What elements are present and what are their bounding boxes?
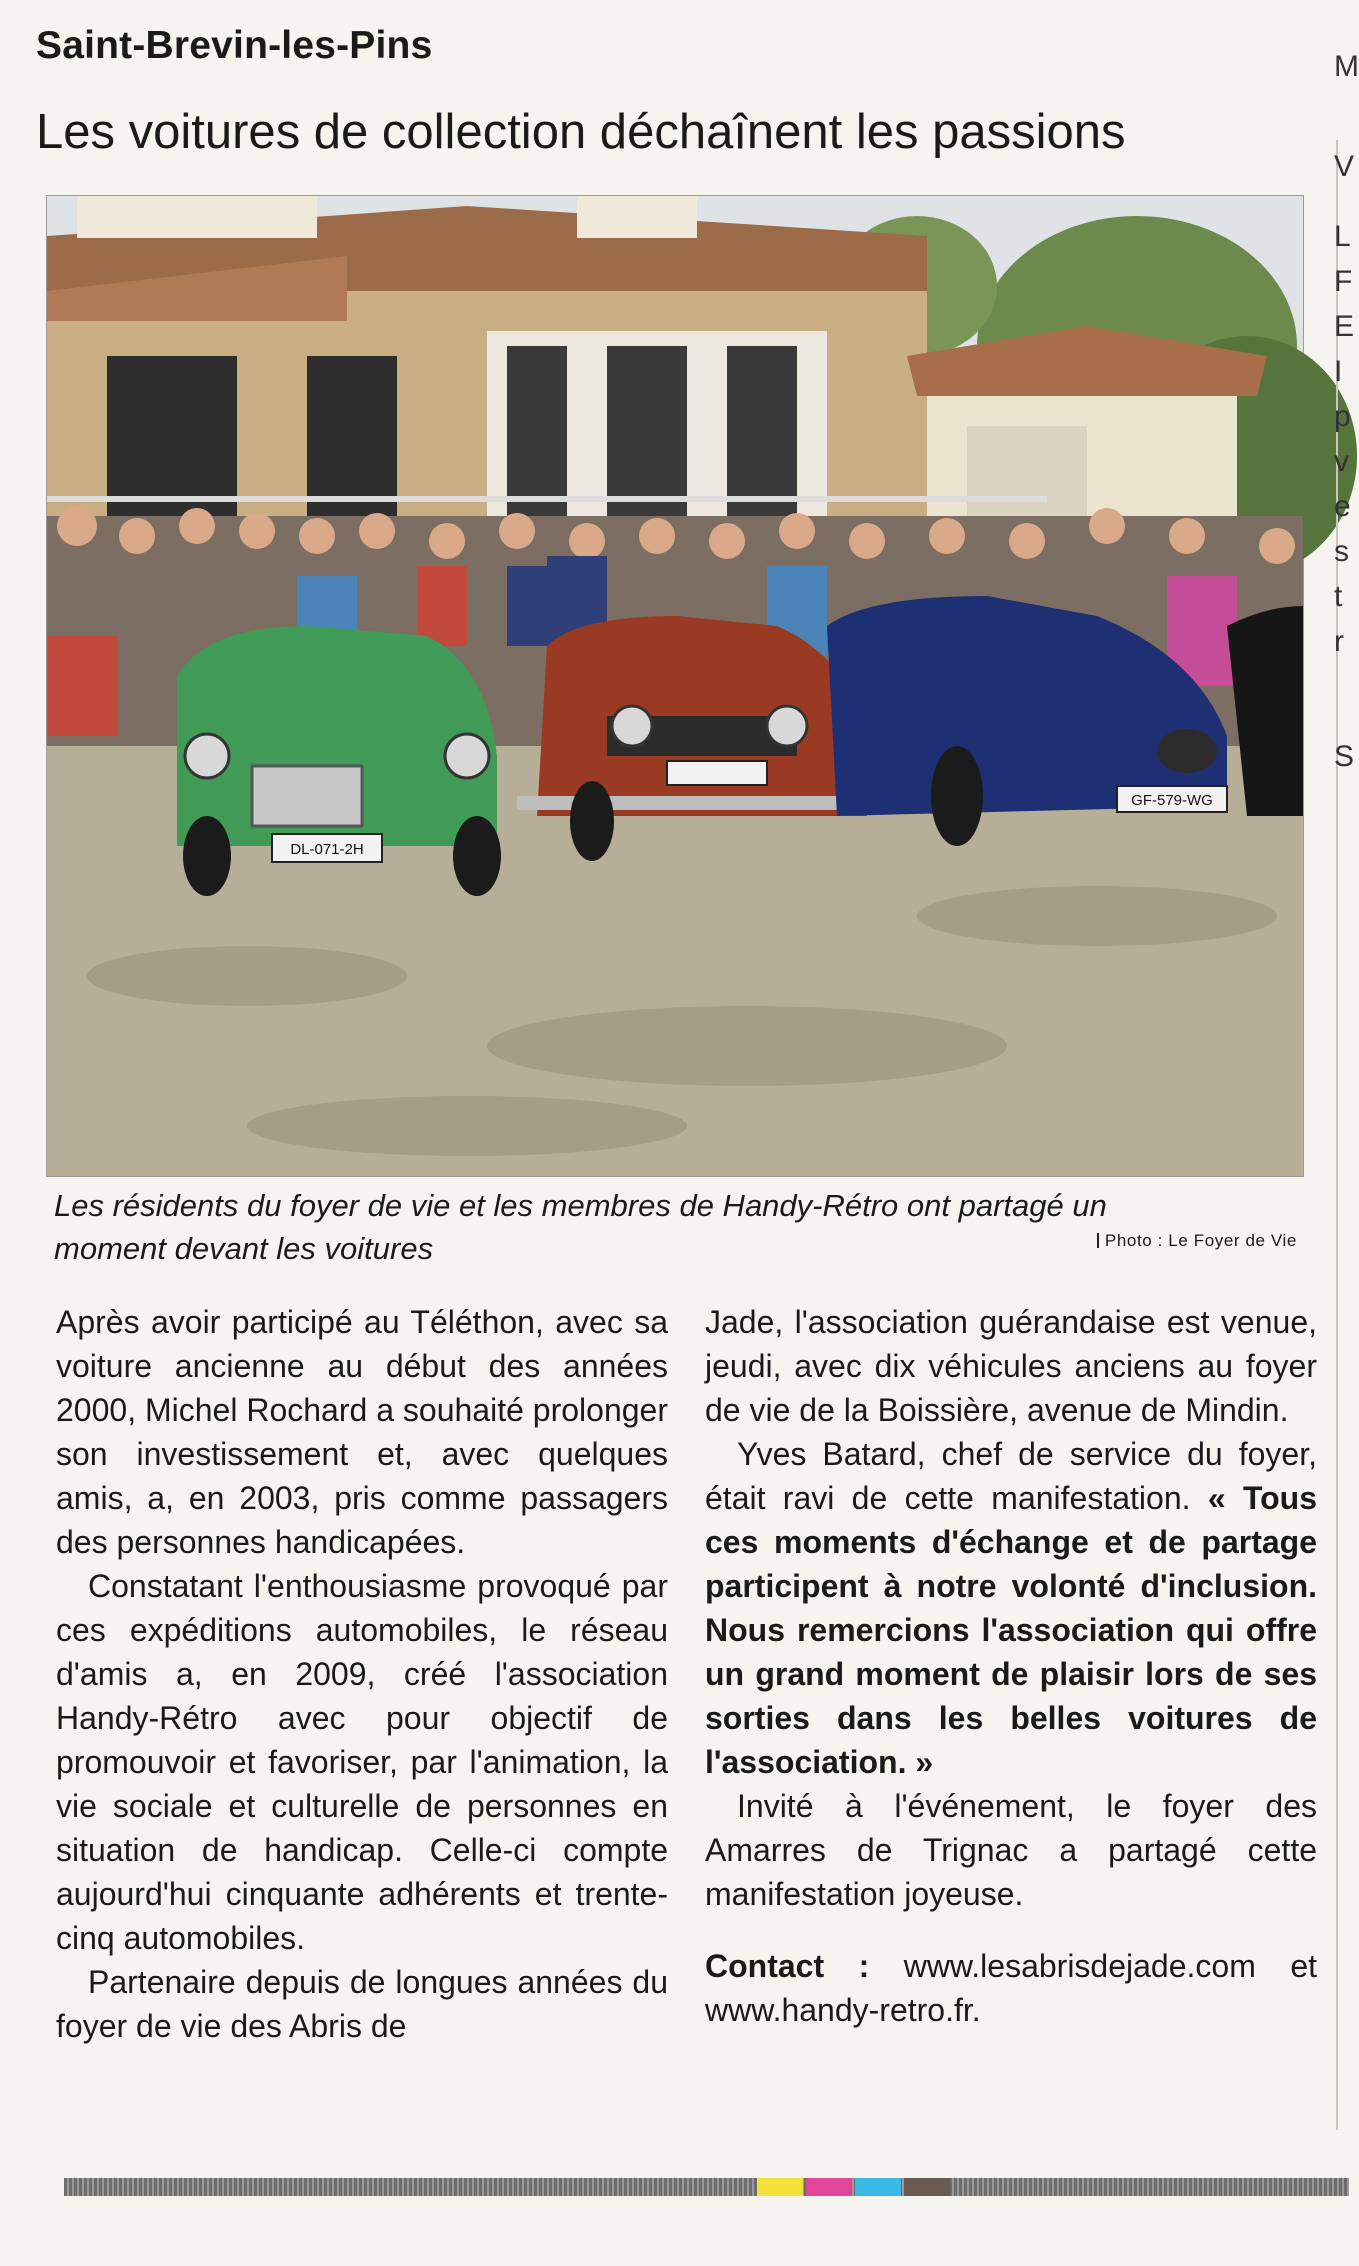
locality-heading: Saint-Brevin-les-Pins [36,24,433,67]
edge-fragment: S [1334,740,1355,773]
print-registration-bar [64,2178,1349,2196]
edge-fragment: M [1334,50,1359,83]
article-headline: Les voitures de collection déchaînent les passions [36,105,1126,159]
paragraph-5: Invité à l'événement, le foyer des Amarres de Trignac a partagé cette manifestation joyeuse. [705,1788,1317,1912]
edge-fragment: r [1334,625,1344,658]
contact-links[interactable]: www.lesabrisdejade.com et www.handy-retro.fr. [705,1948,1318,2028]
photo-credit [1097,1231,1297,1251]
black-swatch [904,2178,950,2196]
green-car-plate: DL-071-2H [290,841,364,858]
quote-text: « Tous ces moments d'échange et de partage participent à notre volonté d'inclusion. Nous remercions l'association qui offre un grand moment de plaisir lors de ses sorties dans les belles voitures de l'association. » [705,1480,1318,1780]
paragraph-2: Constatant l'enthousiasme provoqué par ces expéditions automobiles, le réseau d'amis a, en 2009, créé l'association Handy-Rétro avec pour objectif de promouvoir et favoriser, par l'animation, la vie sociale et culturelle de personnes en situation de handicap. Celle-ci compte aujourd'hui cinquante adhérents et trente-cinq automobiles. [56,1568,668,1956]
article-photo [46,195,1304,1177]
edge-fragment: s [1334,535,1349,568]
edge-fragment: I [1334,355,1343,388]
edge-fragment: L [1334,220,1351,253]
paragraph-4 [705,1432,1317,1784]
credit-divider [1097,1233,1099,1248]
photo-icon [47,196,1303,1176]
article-column-left [56,1300,668,2048]
edge-fragment: E [1334,310,1355,343]
photo-caption: Les résidents du foyer de vie et les membres de Handy-Rétro ont partagé un moment devant les voitures [54,1188,1107,1266]
article-column-right [705,1300,1317,2032]
paragraph-3-continued: Jade, l'association guérandaise est venue, jeudi, avec dix véhicules anciens au foyer de vie de la Boissière, avenue de Mindin. [705,1304,1317,1428]
edge-fragment: t [1334,580,1343,613]
paragraph-4-intro: Yves Batard, chef de service du foyer, était ravi de cette manifestation. [705,1436,1317,1516]
photo-credit-text: Photo : Le Foyer de Vie [1104,1231,1297,1250]
paragraph-1: Après avoir participé au Téléthon, avec sa voiture ancienne au début des années 2000, Michel Rochard a souhaité prolonger son investissement et, avec quelques amis, a, en 2003, pris comme passagers des personnes handicapées. [56,1304,668,1560]
yellow-swatch [757,2178,803,2196]
edge-fragment: p [1334,400,1351,433]
paragraph-3: Partenaire depuis de longues années du foyer de vie des Abris de [56,1964,668,2044]
contact-label: Contact : [705,1948,870,1984]
cyan-swatch [855,2178,901,2196]
contact-line [705,1944,1317,2032]
edge-fragment: V [1334,150,1355,183]
edge-fragment: F [1334,265,1353,298]
blue-car-plate: GF-579-WG [1131,792,1213,809]
edge-fragment: v [1334,445,1349,478]
edge-fragment: e [1334,490,1351,523]
magenta-swatch [806,2178,852,2196]
column-divider [1336,140,1338,2130]
